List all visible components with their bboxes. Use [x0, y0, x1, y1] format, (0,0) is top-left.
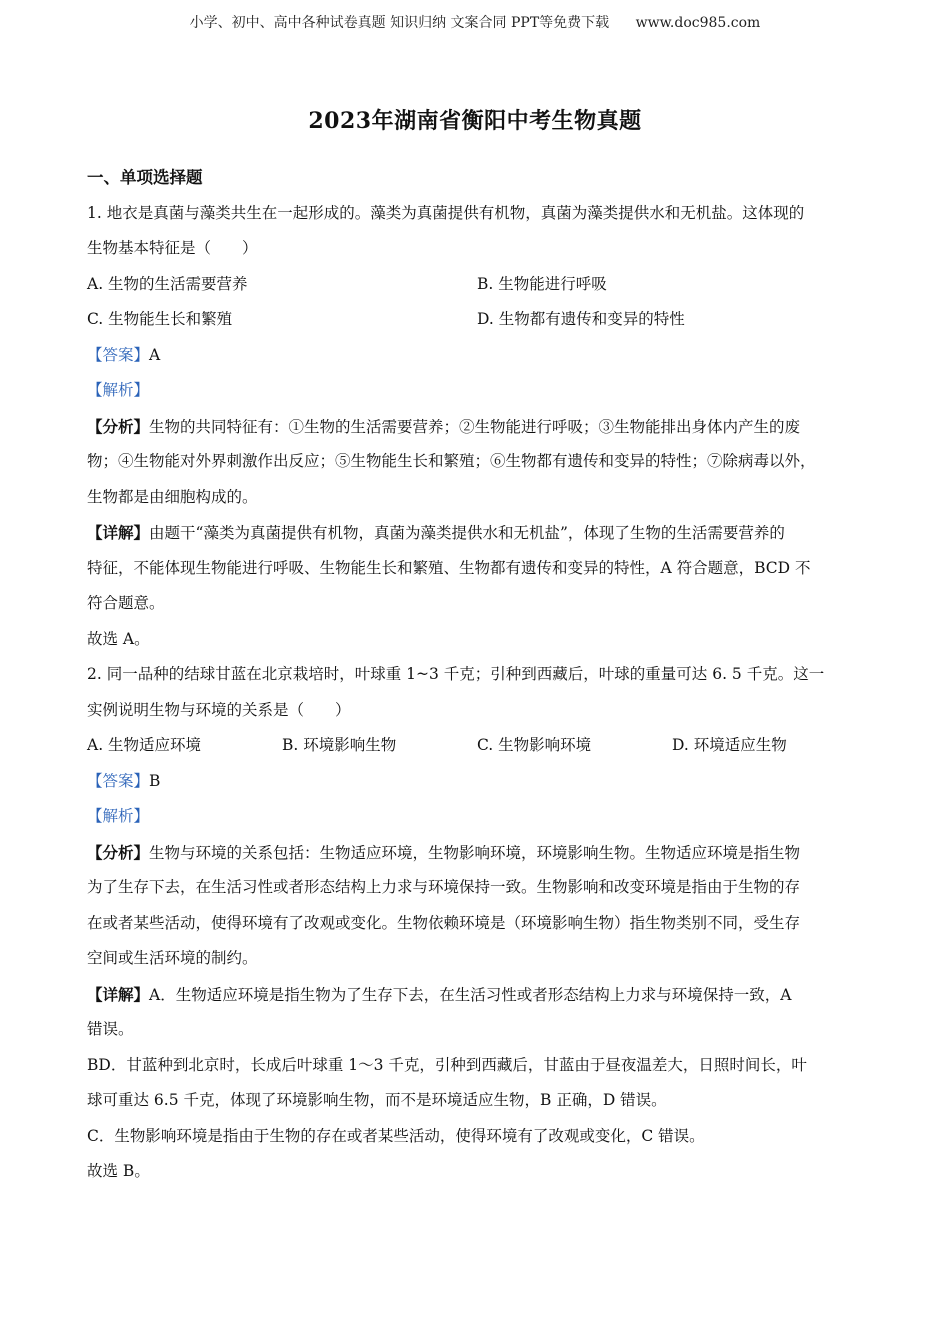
- q1-detail-line-3: 符合题意。: [87, 594, 165, 612]
- q2-answer: [87, 764, 867, 800]
- q1-stem-line-2: 生物基本特征是（ ）: [87, 239, 258, 257]
- q2-option-a: A. 生物适应环境: [87, 736, 202, 754]
- question-2: [87, 657, 867, 1190]
- q2-analysis-line-3: 在或者某些活动，使得环境有了改观或变化。生物依赖环境是（环境影响生物）指生物类别不同，受生存: [87, 913, 801, 932]
- q2-option-d: D. 环境适应生物: [672, 736, 787, 754]
- q1-detail-label: 【详解】: [87, 523, 150, 542]
- q1-stem-line-1: 1. 地衣是真菌与藻类共生在一起形成的。藻类为真菌提供有机物，真菌为藻类提供水和无机盐。这体现的: [87, 203, 805, 222]
- document-title: 2023年湖南省衡阳中考生物真题: [308, 108, 642, 134]
- q2-analysis-text-1: 生物与环境的关系包括：生物适应环境，生物影响环境，环境影响生物。生物适应环境是指生物: [149, 843, 801, 862]
- q1-detail-line-1: [87, 515, 867, 551]
- q2-options-row: [87, 728, 867, 764]
- header-site: www.doc985.com: [635, 15, 761, 31]
- q1-option-c: C. 生物能生长和繁殖: [87, 310, 233, 328]
- q1-analysis-label: 【分析】: [87, 416, 150, 436]
- q2-answer-value: B: [149, 771, 161, 790]
- q2-jiexi-label: 【解析】: [87, 807, 150, 825]
- question-1: [87, 196, 867, 658]
- q2-conclusion: 故选 B。: [87, 1162, 150, 1180]
- q1-detail-line-2: 特征，不能体现生物能进行呼吸、生物能生长和繁殖、生物都有遗传和变异的特性，A 符合题意，BCD 不: [87, 558, 811, 577]
- q1-analysis-line-2: 物；④生物能对外界刺激作出反应；⑤生物能生长和繁殖；⑥生物都有遗传和变异的特性；⑦除病毒以外，: [87, 452, 816, 470]
- q2-bd-line-1: BD．甘蓝种到北京时，长成后叶球重 1～3 千克，引种到西藏后，甘蓝由于昼夜温差大，日照时间长，叶: [87, 1055, 807, 1074]
- q2-analysis-line-1: [87, 835, 867, 871]
- q2-answer-label: 【答案】: [87, 771, 150, 790]
- q1-detail-text-1: 由题干“藻类为真菌提供有机物，真菌为藻类提供水和无机盐”，体现了生物的生活需要营养的: [149, 524, 785, 542]
- q1-answer-value: A: [149, 345, 161, 364]
- q1-options-row-2: [87, 302, 867, 338]
- header-text: 小学、初中、高中各种试卷真题 知识归纳 文案合同 PPT等免费下载: [189, 15, 610, 31]
- q1-conclusion: 故选 A。: [87, 629, 150, 648]
- page-header: [0, 12, 950, 32]
- q2-bd-line-2: 球可重达 6.5 千克，体现了环境影响生物，而不是环境适应生物，B 正确，D 错误。: [87, 1091, 667, 1109]
- q1-option-a: A. 生物的生活需要营养: [87, 274, 248, 293]
- document-body: [87, 160, 867, 1190]
- q1-analysis-text-1: 生物的共同特征有：①生物的生活需要营养；②生物能进行呼吸；③生物能排出身体内产生的废: [149, 417, 801, 436]
- q1-analysis-line-1: [87, 409, 867, 445]
- q1-answer: [87, 338, 867, 374]
- q2-detail-label: 【详解】: [87, 984, 150, 1004]
- q2-stem-line-1: 2. 同一品种的结球甘蓝在北京栽培时，叶球重 1~3 千克；引种到西藏后，叶球的重量可达 6. 5 千克。这一: [87, 665, 825, 683]
- q1-option-d: D. 生物都有遗传和变异的特性: [477, 310, 685, 328]
- q2-option-c: C. 生物影响环境: [477, 736, 592, 754]
- q1-answer-label: 【答案】: [87, 345, 150, 364]
- q2-analysis-label: 【分析】: [87, 842, 150, 862]
- q2-detail-text-1: A．生物适应环境是指生物为了生存下去，在生活习性或者形态结构上力求与环境保持一致，A: [149, 985, 792, 1004]
- q1-option-b: B. 生物能进行呼吸: [477, 274, 607, 293]
- q2-analysis-line-4: 空间或生活环境的制约。: [87, 949, 258, 967]
- q1-analysis-line-3: 生物都是由细胞构成的。: [87, 487, 258, 506]
- q1-jiexi-label: 【解析】: [87, 381, 150, 399]
- section-heading: 一、单项选择题: [87, 168, 203, 187]
- q2-c-line: C．生物影响环境是指由于生物的存在或者某些活动，使得环境有了改观或变化，C 错误。: [87, 1126, 705, 1145]
- q2-analysis-line-2: 为了生存下去，在生活习性或者形态结构上力求与环境保持一致。生物影响和改变环境是指由于生物的存: [87, 878, 801, 896]
- q2-option-b: B. 环境影响生物: [282, 736, 397, 754]
- q2-detail-line-2: 错误。: [87, 1020, 134, 1038]
- q2-stem-line-2: 实例说明生物与环境的关系是（ ）: [87, 700, 351, 719]
- q1-options-row-1: [87, 267, 867, 303]
- q2-detail-line-1: [87, 977, 867, 1013]
